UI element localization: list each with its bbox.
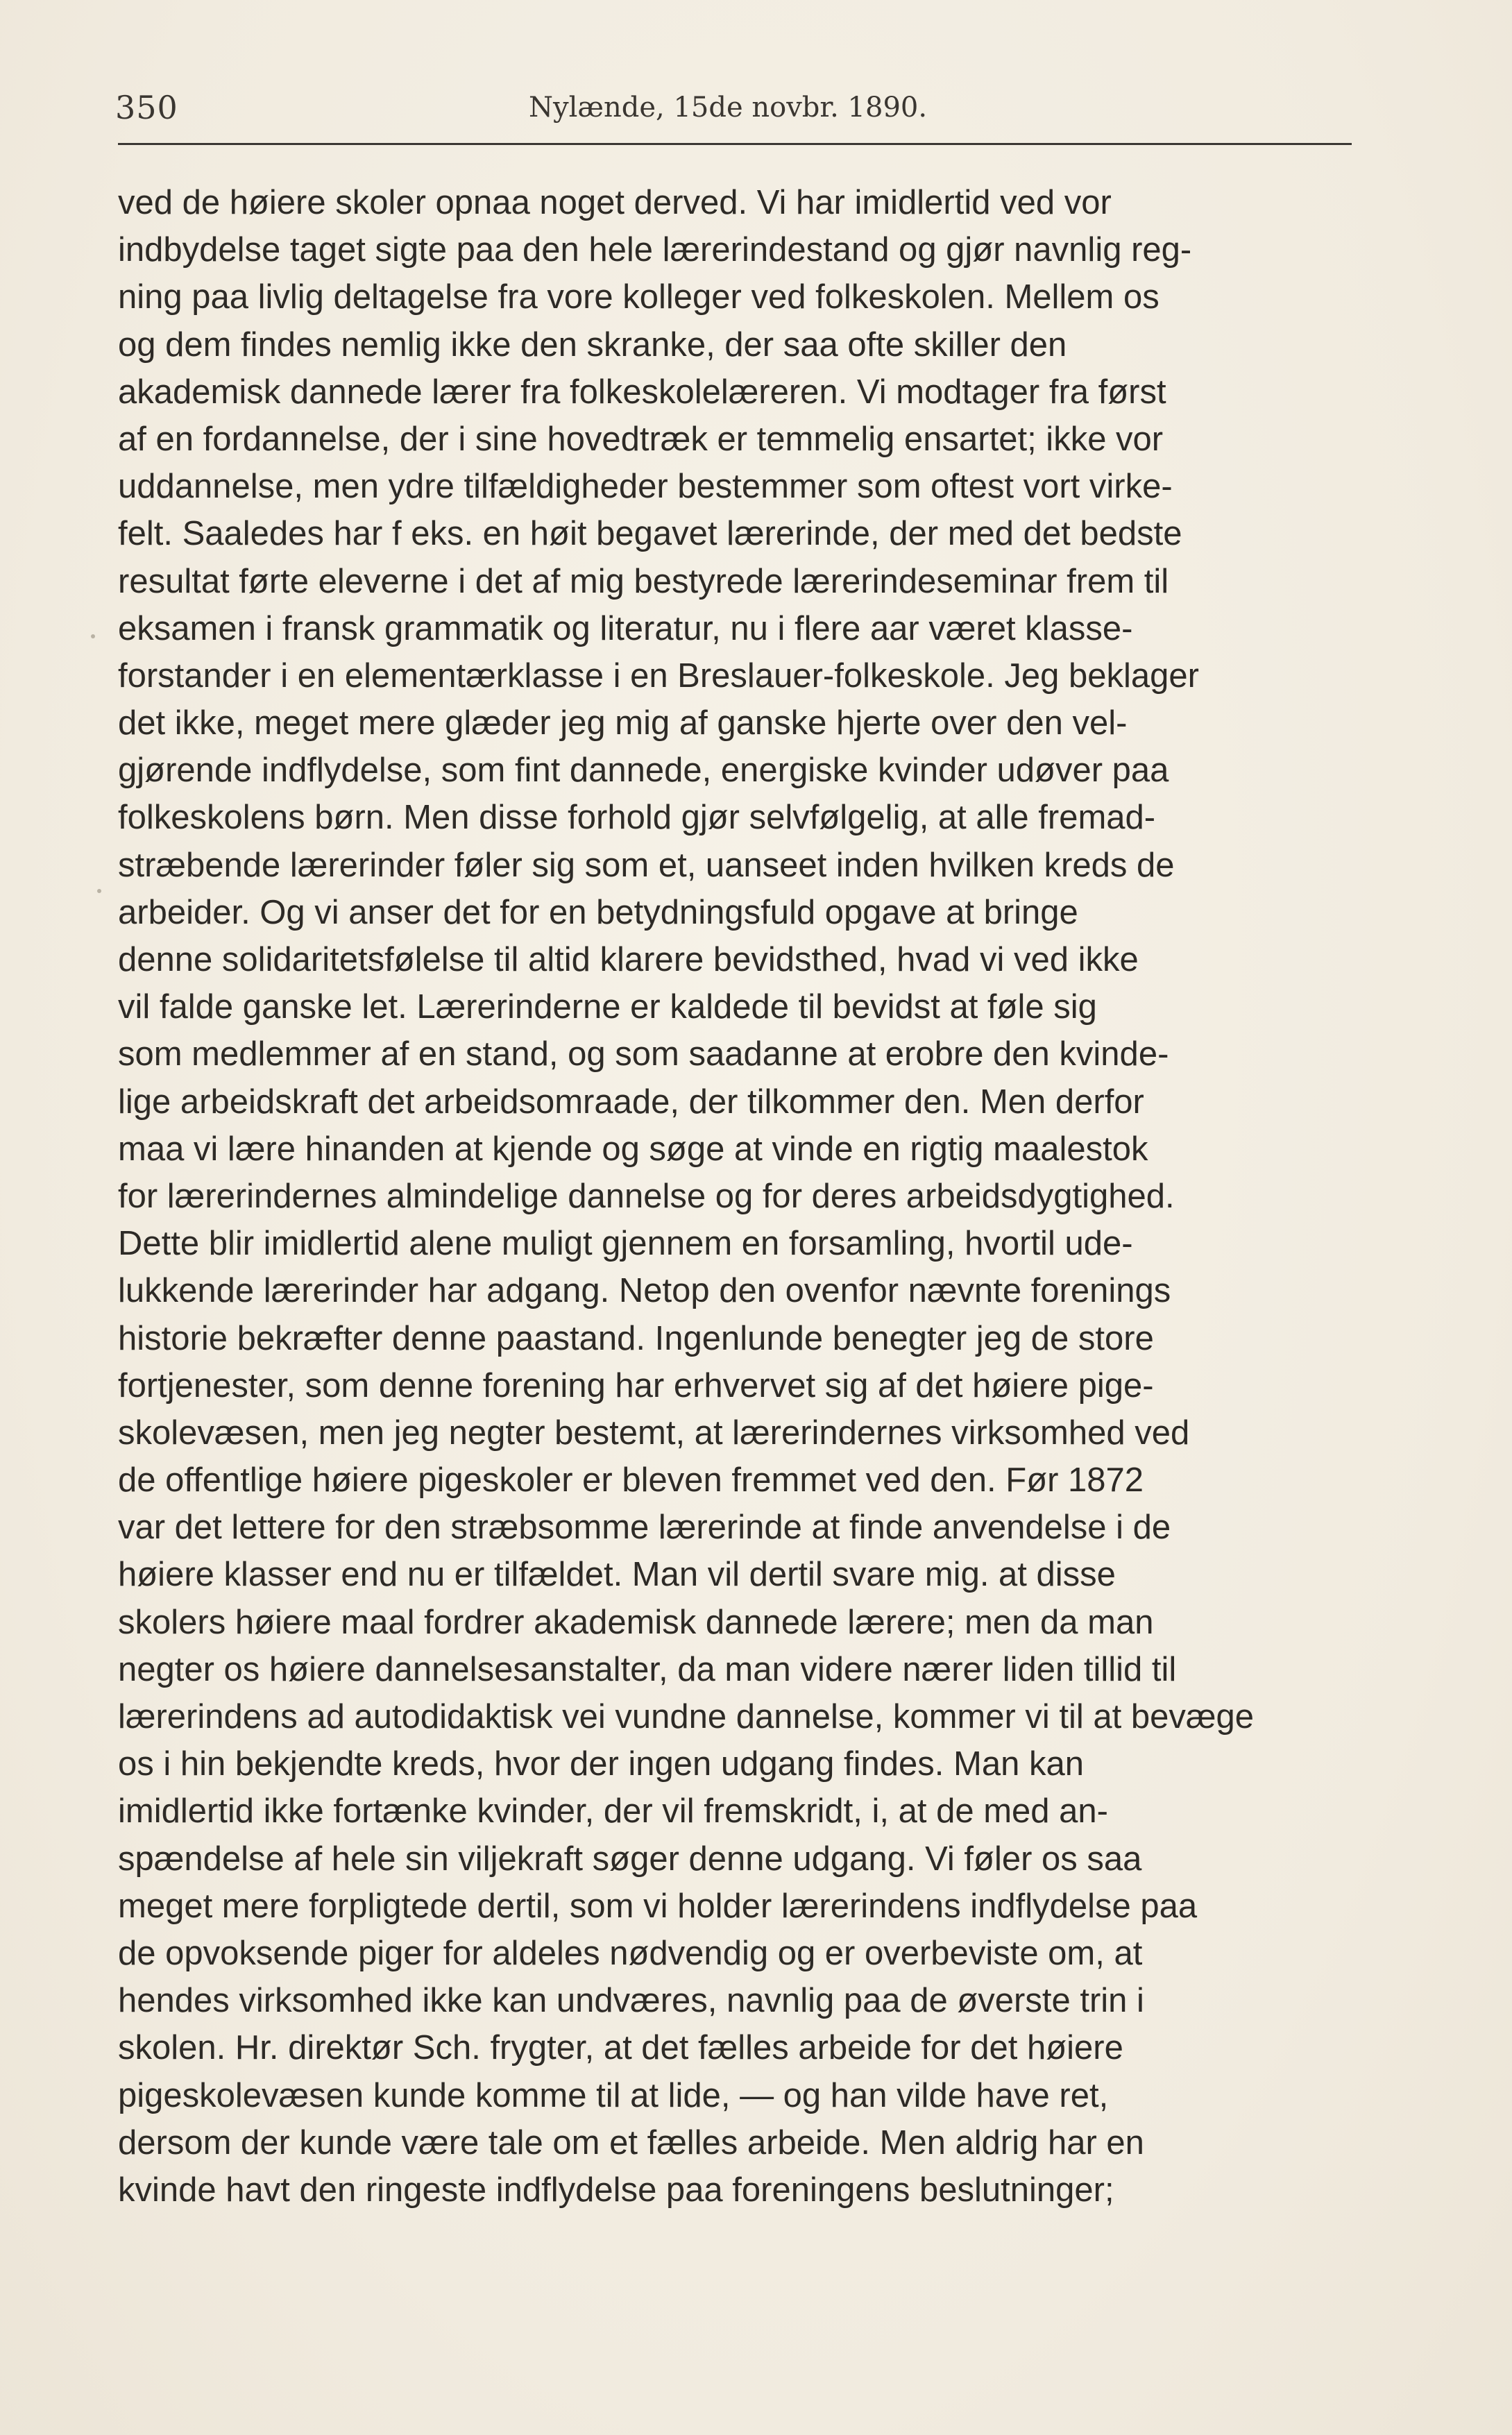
text-line: lukkende lærerinder har adgang. Netop den ovenfor nævnte forenings [118, 1272, 1171, 1310]
text-line: os i hin bekjendte kreds, hvor der ingen udgang findes. Man kan [118, 1745, 1084, 1783]
text-line: arbeider. Og vi anser det for en betydningsfuld opgave at bringe [118, 893, 1078, 931]
text-line: vil falde ganske let. Lærerinderne er kaldede til bevidst at føle sig [118, 988, 1097, 1026]
text-line: ning paa livlig deltagelse fra vore kolleger ved folkeskolen. Mellem os [118, 278, 1160, 316]
text-line: kvinde havt den ringeste indflydelse paa foreningens beslutninger; [118, 2171, 1114, 2209]
page-number: 350 [115, 89, 178, 126]
text-line: forstander i en elementærklasse i en Breslauer-folkeskole. Jeg beklager [118, 656, 1199, 695]
text-line: ved de høiere skoler opnaa noget derved. Vi har imidlertid ved vor [118, 184, 1112, 221]
text-line: skolen. Hr. direktør Sch. frygter, at det fælles arbeide for det høiere [118, 2029, 1123, 2067]
text-line: og dem findes nemlig ikke den skranke, der saa ofte skiller den [118, 325, 1067, 364]
text-line: dersom der kunde være tale om et fælles arbeide. Men aldrig har en [118, 2123, 1144, 2162]
text-line: gjørende indflydelse, som fint dannede, energiske kvinder udøver paa [118, 752, 1169, 790]
text-line: spændelse af hele sin viljekraft søger denne udgang. Vi føler os saa [118, 1840, 1142, 1878]
text-line: felt. Saaledes har f eks. en høit begavet lærerinde, der med det bedste [118, 515, 1182, 553]
text-line: meget mere forpligtede dertil, som vi holder lærerindens indflydelse paa [118, 1887, 1198, 1925]
text-line: akademisk dannede lærer fra folkeskolelæreren. Vi modtager fra først [118, 373, 1166, 411]
text-line: høiere klasser end nu er tilfældet. Man vil dertil svare mig. at disse [118, 1556, 1116, 1594]
text-line: skolevæsen, men jeg negter bestemt, at lærerindernes virksomhed ved [118, 1414, 1190, 1452]
text-line: indbydelse taget sigte paa den hele lærerindestand og gjør navnlig reg- [118, 231, 1192, 269]
text-line: maa vi lære hinanden at kjende og søge at vinde en rigtig maalestok [118, 1130, 1148, 1168]
text-line: lærerindens ad autodidaktisk vei vundne dannelse, kommer vi til at bevæge [118, 1698, 1254, 1736]
text-line: historie bekræfter denne paastand. Ingenlunde benegter jeg de store [118, 1319, 1154, 1357]
header-rule [118, 143, 1352, 145]
text-line: resultat førte eleverne i det af mig bestyrede lærerindeseminar frem til [118, 562, 1169, 600]
ink-speck [97, 889, 101, 893]
text-line: som medlemmer af en stand, og som saadanne at erobre den kvinde- [118, 1035, 1169, 1074]
text-line: eksamen i fransk grammatik og literatur, nu i flere aar været klasse- [118, 609, 1133, 647]
text-line: Dette blir imidlertid alene muligt gjennem en forsamling, hvortil ude- [118, 1225, 1133, 1263]
text-line: uddannelse, men ydre tilfældigheder bestemmer som oftest vort virke- [118, 468, 1173, 506]
body-text [118, 179, 1350, 2214]
text-line: af en fordannelse, der i sine hovedtræk er temmelig ensartet; ikke vor [118, 420, 1164, 458]
text-line: for lærerindernes almindelige dannelse og for deres arbeidsdygtighed. [118, 1177, 1175, 1215]
running-head: Nylænde, 15de novbr. 1890. [529, 92, 928, 124]
text-line: negter os høiere dannelsesanstalter, da man videre nærer liden tillid til [118, 1650, 1177, 1688]
text-line: fortjenester, som denne forening har erhvervet sig af det høiere pige- [118, 1366, 1154, 1405]
text-line: folkeskolens børn. Men disse forhold gjør selvfølgelig, at alle fremad- [118, 799, 1156, 837]
text-line: denne solidaritetsfølelse til altid klarere bevidsthed, hvad vi ved ikke [118, 941, 1139, 978]
ink-speck [91, 634, 95, 638]
text-line: de offentlige høiere pigeskoler er bleven fremmet ved den. Før 1872 [118, 1461, 1144, 1500]
text-line: de opvoksende piger for aldeles nødvendig og er overbeviste om, at [118, 1934, 1143, 1972]
text-line: var det lettere for den stræbsomme lærerinde at finde anvendelse i de [118, 1509, 1171, 1547]
text-line: imidlertid ikke fortænke kvinder, der vil fremskridt, i, at de med an- [118, 1792, 1108, 1831]
text-line: det ikke, meget mere glæder jeg mig af ganske hjerte over den vel- [118, 704, 1128, 743]
text-line: pigeskolevæsen kunde komme til at lide, — og han vilde have ret, [118, 2076, 1109, 2114]
text-line: stræbende lærerinder føler sig som et, uanseet inden hvilken kreds de [118, 846, 1175, 884]
text-line: hendes virksomhed ikke kan undværes, navnlig paa de øverste trin i [118, 1982, 1144, 2020]
page-header [115, 89, 1350, 137]
text-line: skolers høiere maal fordrer akademisk dannede lærere; men da man [118, 1603, 1154, 1641]
text-line: lige arbeidskraft det arbeidsomraade, der tilkommer den. Men derfor [118, 1083, 1144, 1121]
